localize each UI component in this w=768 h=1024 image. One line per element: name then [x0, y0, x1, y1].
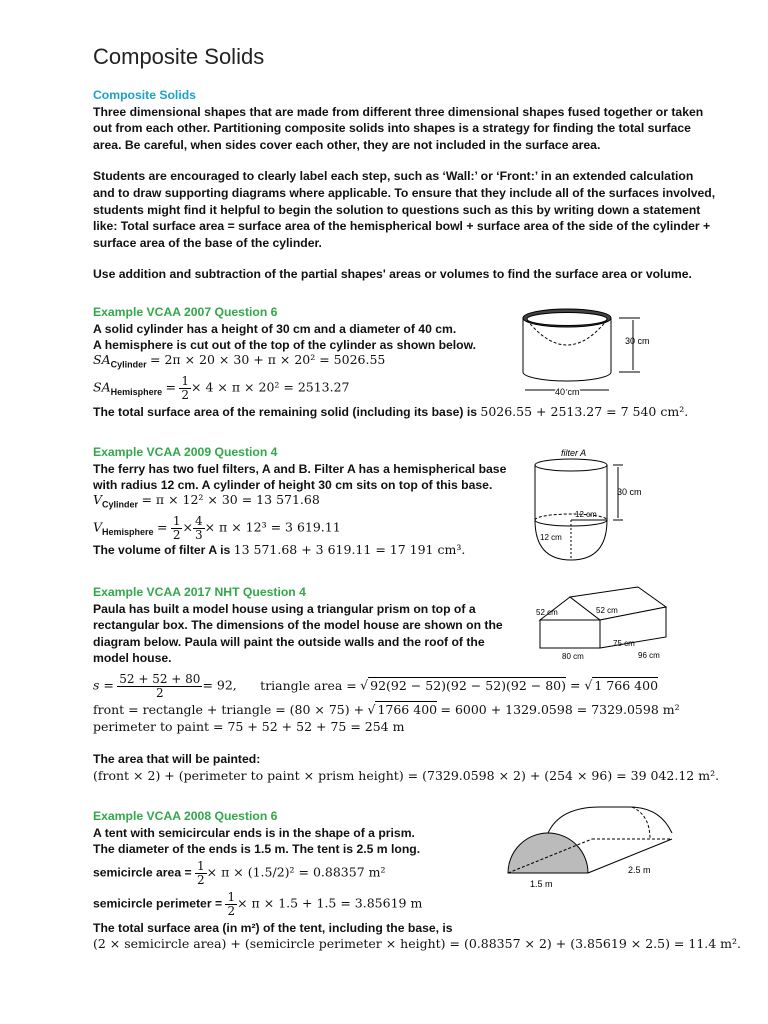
intro-p2-line2: and to draw supporting diagrams where applicable. To ensure that they include all of the surfaces involved, [93, 185, 716, 200]
front-expr: front = rectangle + triangle = (80 × 75) + [93, 701, 365, 717]
example-1-sa-hemisphere: $SA_{Hemisphere}$ = $\frac{1}{2}$ × 4 × π × 20² = 2513.27 [93, 373, 350, 402]
filter-figure [525, 445, 675, 565]
example-4-heading: Example VCAA 2008 Question 6 [93, 809, 278, 823]
front-result: = 6000 + 1329.0598 = 7329.0598 m² [440, 701, 680, 717]
tent-length-label: 2.5 m [628, 865, 651, 875]
example-3-line4: model house. [93, 651, 172, 666]
example-3-line2: rectangular box. The dimensions of the model house are shown on the [93, 618, 503, 633]
triangle-label: triangle area = [260, 677, 357, 693]
page-title: Composite Solids [93, 44, 265, 69]
example-2-v-cylinder: $V_{Cylinder} = \pi \times 12^2 \times 30 = 13$ 571.68 [93, 491, 320, 510]
v-cylinder-expr: = π × 12² × 30 = 13 571.68 [141, 491, 320, 507]
cylinder-height-label: 30 cm [625, 336, 650, 346]
filter-label: filter A [561, 448, 587, 458]
intro-p2-line3: students might find it helpful to begin the solution to questions such as this by writing down a statement [93, 202, 701, 217]
total-text: The volume of filter A is [93, 542, 231, 557]
example-2 [93, 444, 506, 558]
intro-section [93, 87, 715, 283]
half-fraction: $\frac{1}{2}$ [197, 858, 205, 887]
house-dim-a: 52 cm [536, 608, 558, 617]
semi-area-expr: × π × (1.5/2)² = 0.88357 m² [206, 864, 386, 880]
semi-perimeter-label: semicircle perimeter = [93, 896, 223, 911]
cylinder-figure [505, 300, 675, 402]
tent-figure [500, 805, 680, 895]
example-3-s-line: s = $\frac{52 + 52 + 80}{2}$ = 92, triangle area = √ 92(92 − 52)(92 − 52)(92 − 80) = √ 1 766 400 [93, 671, 659, 700]
half-fraction: $\frac{1}{2}$ [227, 889, 236, 918]
half-fraction: $\frac{1}{2}$ [181, 373, 190, 402]
total-text: The total surface area of the remaining solid (including its base) is [93, 404, 477, 419]
example-2-line1: The ferry has two fuel filters, A and B. Filter A has a hemispherical base [93, 461, 507, 476]
intro-p2-line1: Students are encouraged to clearly label each step, such as ‘Wall:’ or ‘Front:’ in an extended calculation [93, 169, 694, 184]
semi-perimeter-expr: × π × 1.5 + 1.5 = 3.85619 m [237, 895, 423, 911]
filter-height-label: 30 cm [617, 487, 642, 497]
front-sqrt: 1766 400 [377, 701, 438, 717]
example-3-line1: Paula has built a model house using a triangular prism on top of a [93, 601, 476, 616]
house-dim-e: 96 cm [638, 651, 660, 660]
example-2-heading: Example VCAA 2009 Question 4 [93, 445, 278, 459]
s-result: = 92, [202, 677, 237, 693]
example-3-line3: diagram below. Paula will paint the outside walls and the roof of the [93, 634, 485, 649]
cylinder-width-label: 40 cm [555, 387, 580, 397]
intro-p1-line3: area. Be careful, when sides cover each other, they are not included in the surface area. [93, 137, 601, 152]
v-cylinder-label: Cylinder [102, 499, 139, 510]
example-4-total-line1: The total surface area (in m²) of the tent, including the base, is [93, 920, 453, 935]
intro-heading: Composite Solids [93, 88, 196, 102]
intro-p2-line5: surface area of the base of the cylinder. [93, 235, 322, 250]
four-thirds-fraction: $\frac{4}{3}$ [194, 513, 203, 542]
triangle-result: 1 766 400 [594, 677, 659, 693]
example-2-line2: with radius 12 cm. A cylinder of height 30 cm sits on top of this base. [93, 478, 493, 493]
house-figure [530, 585, 670, 665]
example-1-sa-cylinder: $SA_{Cylinder} = 2\pi \times 20 \times 30 + \pi \times 20^2 = 5026.55$ [93, 351, 386, 370]
filter-radius-label-side: 12 cm [540, 533, 562, 542]
sa-cylinder-label: Cylinder [110, 359, 147, 370]
example-3-front: front = rectangle + triangle = (80 × 75) + √ 1766 400 = 6000 + 1329.0598 = 7329.0598 m² [93, 701, 680, 717]
example-1-total [93, 404, 688, 421]
example-2-v-hemisphere: $V_{Hemisphere}$ = $\frac{1}{2}$ × $\frac{4}{3}$ × π × 12³ = 3 619.11 [93, 513, 341, 542]
example-4-line1: A tent with semicircular ends is in the shape of a prism. [93, 825, 415, 840]
example-3-paint-expr: (front × 2) + (perimeter to paint × prism height) = (7329.0598 × 2) + (254 × 96) = 39 042.12 m². [93, 767, 720, 783]
example-3-perimeter: perimeter to paint = 75 + 52 + 52 + 75 = 254 m [93, 718, 405, 734]
sa-cylinder-expr: = 2π × 20 × 30 + π × 20² = 5026.55 [150, 351, 386, 367]
semi-area-label: semicircle area = [93, 865, 192, 880]
example-1-line2: A hemisphere is cut out of the top of the cylinder as shown below. [93, 338, 477, 353]
sa-hemisphere-expr: × 4 × π × 20² = 2513.27 [191, 379, 350, 395]
example-1-heading: Example VCAA 2007 Question 6 [93, 305, 278, 319]
v-hemisphere-label: Hemisphere [102, 526, 154, 537]
example-3-heading: Example VCAA 2017 NHT Question 4 [93, 585, 306, 599]
house-dim-d: 80 cm [562, 652, 584, 661]
triangle-sqrt: 92(92 − 52)(92 − 52)(92 − 80) [370, 677, 567, 693]
intro-p1-line2: out from each other. Partitioning composite solids into shapes is a strategy for finding the total surface [93, 121, 691, 136]
intro-p3: Use addition and subtraction of the partial shapes' areas or volumes to find the surface area or volume. [93, 267, 692, 282]
example-4-line2: The diameter of the ends is 1.5 m. The tent is 2.5 m long. [93, 842, 421, 857]
filter-radius-label-top: 12 cm [575, 510, 597, 519]
example-2-total [93, 542, 506, 559]
s-fraction: $\frac{52 + 52 + 80}{2}$ [119, 671, 201, 700]
total-expr: 13 571.68 + 3 619.11 = 17 191 cm³. [233, 541, 466, 557]
example-4-total-line2: (2 × semicircle area) + (semicircle perimeter × height) = (0.88357 × 2) + (3.85619 × 2.5) = 11.4 m². [93, 936, 742, 952]
total-expr: 5026.55 + 2513.27 = 7 540 cm². [480, 403, 689, 419]
half-fraction: $\frac{1}{2}$ [172, 513, 181, 542]
example-1-line1: A solid cylinder has a height of 30 cm and a diameter of 40 cm. [93, 321, 457, 336]
example-3-paint-label: The area that will be painted: [93, 752, 261, 767]
house-dim-c: 75 cm [613, 639, 635, 648]
intro-p2-line4: like: Total surface area = surface area of the hemispherical bowl + surface area of the side of the cylinder + [93, 219, 711, 234]
tent-diameter-label: 1.5 m [530, 879, 553, 889]
sa-hemisphere-label: Hemisphere [110, 386, 163, 397]
intro-p1-line1: Three dimensional shapes that are made from different three dimensional shapes fused together or taken [93, 104, 704, 119]
house-dim-b: 52 cm [596, 606, 618, 615]
v-hemisphere-expr: × π × 12³ = 3 619.11 [204, 519, 341, 535]
